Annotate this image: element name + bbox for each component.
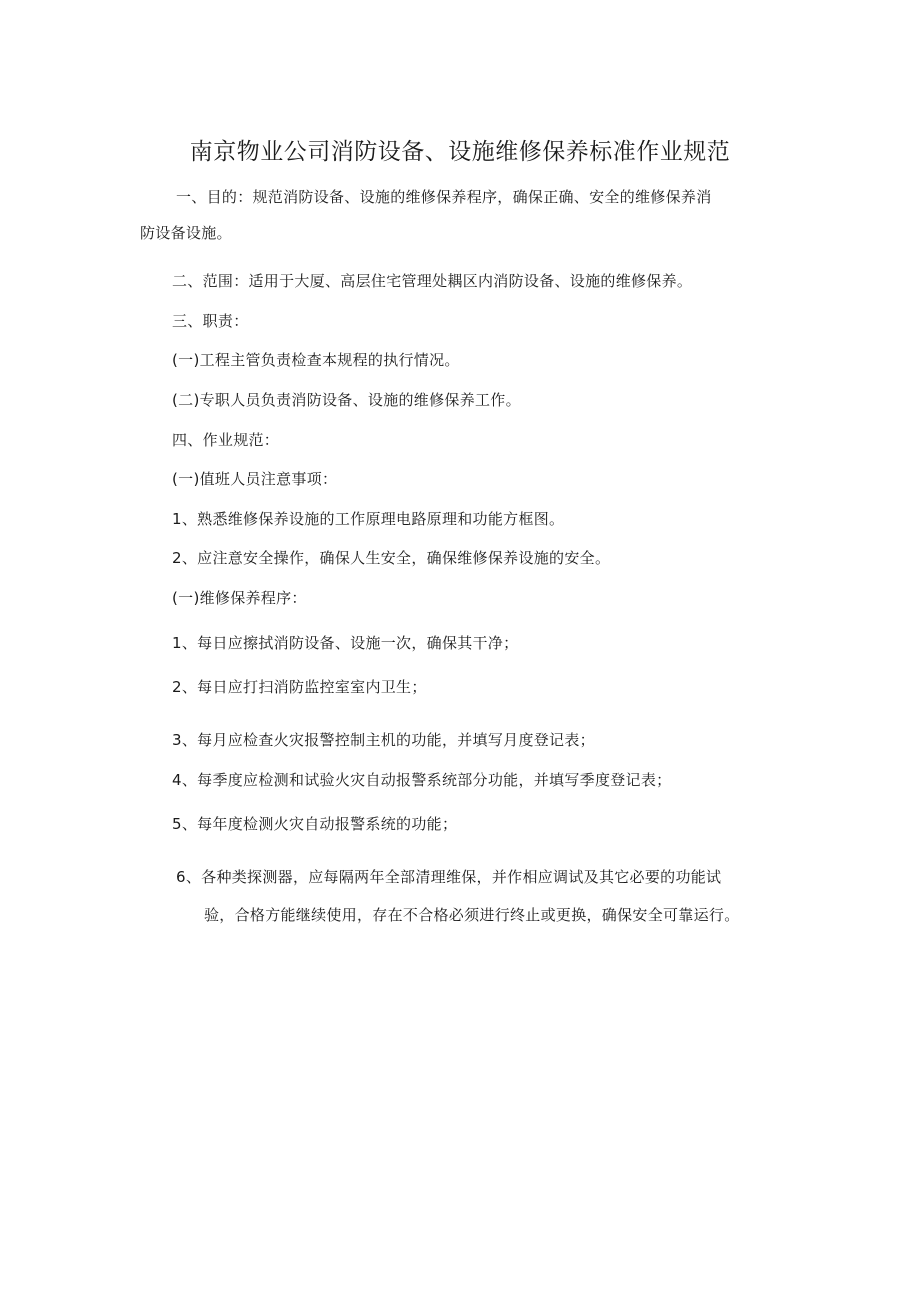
paragraph-purpose-cont: 防设备设施。 xyxy=(140,224,232,242)
list-item-maint-6-cont: 验，合格方能继续使用，存在不合格必须进行终止或更换，确保安全可靠运行。 xyxy=(204,906,740,924)
paragraph-purpose: 一、目的：规范消防设备、设施的维修保养程序，确保正确、安全的维修保养消 xyxy=(176,188,712,206)
heading-work-spec: 四、作业规范： xyxy=(172,431,280,449)
list-item-maint-3: 3、每月应检查火灾报警控制主机的功能，并填写月度登记表； xyxy=(172,731,595,749)
list-item-maint-4: 4、每季度应检测和试验火灾自动报警系统部分功能，并填写季度登记表； xyxy=(172,771,672,789)
list-item-maint-2: 2、每日应打扫消防监控室室内卫生； xyxy=(172,678,427,696)
list-item-maint-1: 1、每日应擦拭消防设备、设施一次，确保其干净； xyxy=(172,634,519,652)
list-item-maint-6: 6、各种类探测器，应每隔两年全部清理维保，并作相应调试及其它必要的功能试 xyxy=(176,868,722,886)
subheading-maintenance: (一)维修保养程序： xyxy=(172,589,307,607)
list-item-resp-1: (一)工程主管负责检查本规程的执行情况。 xyxy=(172,351,460,369)
list-item-duty-1: 1、熟悉维修保养设施的工作原理电路原理和功能方框图。 xyxy=(172,510,565,528)
paragraph-scope: 二、范围：适用于大厦、高层住宅管理处耦区内消防设备、设施的维修保养。 xyxy=(172,272,693,290)
subheading-duty-notes: (一)值班人员注意事项： xyxy=(172,470,338,488)
list-item-resp-2: (二)专职人员负责消防设备、设施的维修保养工作。 xyxy=(172,391,521,409)
heading-responsibilities: 三、职责： xyxy=(172,312,249,330)
list-item-maint-5: 5、每年度检测火灾自动报警系统的功能； xyxy=(172,815,458,833)
list-item-duty-2: 2、应注意安全操作，确保人生安全，确保维修保养设施的安全。 xyxy=(172,549,611,567)
document-title: 南京物业公司消防设备、设施维修保养标准作业规范 xyxy=(189,139,731,165)
